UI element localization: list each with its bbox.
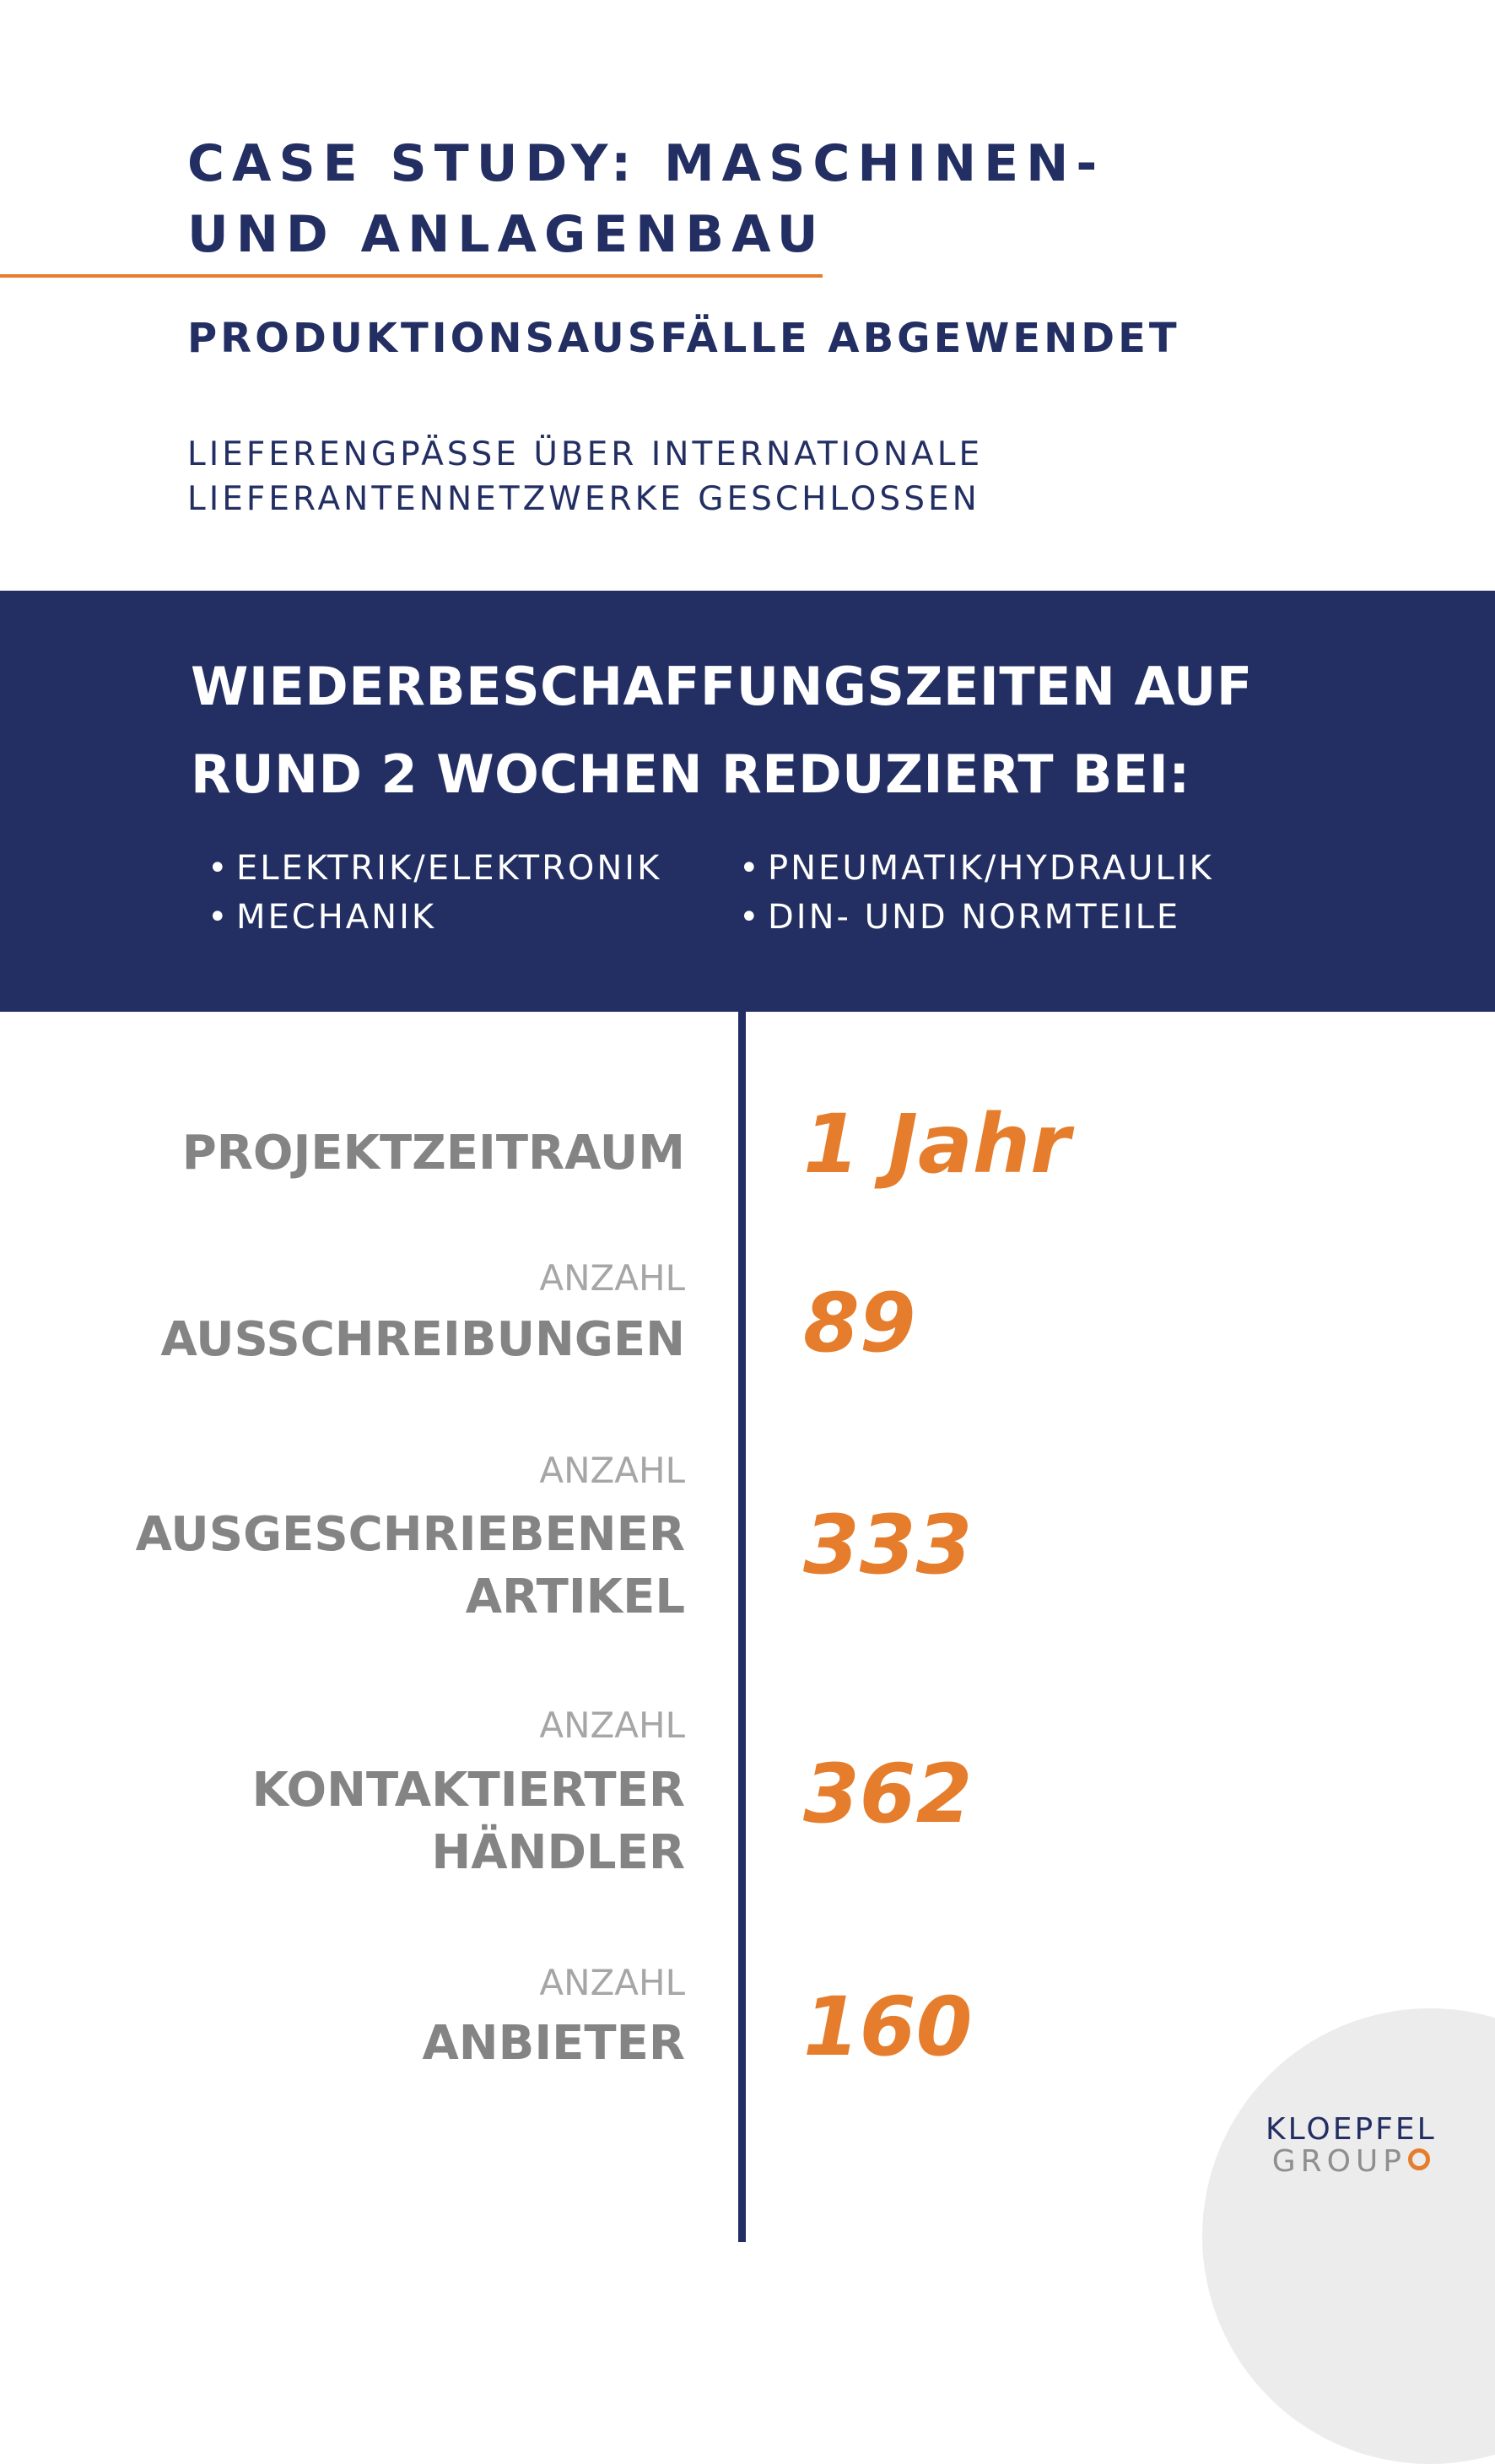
bullet-list-right [727, 844, 1214, 942]
stat-label-anbieter: ANBIETER [422, 2016, 685, 2071]
description-line-2: LIEFERANTENNETZWERKE GESCHLOSSEN [187, 480, 980, 518]
bullet-item: • ELEKTRIK/ELEKTRONIK [196, 844, 661, 893]
stat-label-line: HÄNDLER [431, 1825, 685, 1880]
subtitle: PRODUKTIONSAUSFÄLLE ABGEWENDET [187, 315, 1180, 362]
stat-value-projektzeitraum: 1 Jahr [803, 1097, 1071, 1191]
stat-prefix: ANZAHL [539, 1257, 685, 1299]
stat-label-line: KONTAKTIERTER [251, 1763, 685, 1818]
orange-divider [0, 274, 823, 278]
bullet-item: • MECHANIK [196, 893, 661, 942]
brand-dot-icon [1408, 2148, 1430, 2170]
stat-label-haendler [252, 1759, 685, 1884]
stat-value-haendler: 362 [803, 1747, 973, 1841]
stat-label-line: AUSGESCHRIEBENER [135, 1507, 685, 1562]
stat-label-projektzeitraum: PROJEKTZEITRAUM [181, 1126, 685, 1181]
band-heading-line-2: RUND 2 WOCHEN REDUZIERT BEI: [191, 743, 1190, 805]
band-heading [191, 643, 1253, 819]
stat-prefix: ANZAHL [539, 1962, 685, 2003]
bullet-item: • DIN- UND NORMTEILE [727, 893, 1214, 942]
title-line-1: CASE STUDY: MASCHINEN- [187, 134, 1105, 193]
page-title [187, 128, 1104, 270]
brand-name-bottom-row [1266, 2146, 1437, 2183]
brand-logo [1266, 2114, 1437, 2183]
stat-label-ausschreibungen: AUSSCHREIBUNGEN [160, 1312, 685, 1367]
stat-value-artikel: 333 [803, 1498, 973, 1592]
stat-label-line: ARTIKEL [465, 1570, 685, 1624]
band-heading-line-1: WIEDERBESCHAFFUNGSZEITEN AUF [191, 656, 1253, 717]
stat-value-anbieter: 160 [803, 1980, 973, 2074]
brand-name-bottom: GROUP [1271, 2144, 1406, 2179]
brand-background-circle [1202, 2008, 1495, 2464]
stat-value-ausschreibungen: 89 [803, 1276, 916, 1370]
description-line-1: LIEFERENGPÄSSE ÜBER INTERNATIONALE [187, 435, 984, 473]
brand-name-top: KLOEPFEL [1266, 2112, 1437, 2147]
description [187, 432, 983, 521]
title-line-2: UND ANLAGENBAU [187, 205, 826, 264]
stat-prefix: ANZAHL [539, 1705, 685, 1746]
stat-prefix: ANZAHL [539, 1450, 685, 1491]
bullet-list-left [196, 844, 661, 942]
stat-label-artikel [136, 1504, 685, 1629]
bullet-item: • PNEUMATIK/HYDRAULIK [727, 844, 1214, 893]
highlight-band [0, 591, 1495, 1012]
vertical-divider [738, 1012, 746, 2242]
